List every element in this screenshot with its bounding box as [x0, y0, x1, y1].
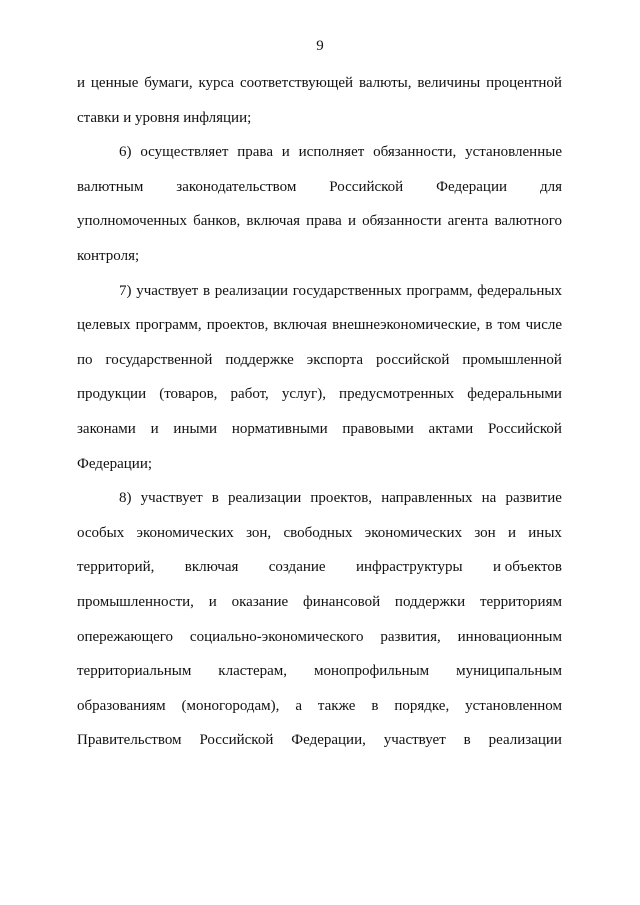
- text-word: на: [481, 490, 497, 507]
- text-line: [77, 204, 562, 239]
- text-word: валютного: [494, 213, 562, 230]
- text-word: государственных: [292, 282, 402, 299]
- text-word: и: [347, 213, 356, 230]
- text-word: в: [371, 697, 379, 714]
- text-line: [77, 689, 562, 724]
- text-line: [77, 343, 562, 378]
- text-word: образованиям: [77, 697, 166, 714]
- text-word: (моногородам),: [181, 697, 280, 714]
- page-number: 9: [316, 38, 324, 54]
- text-word: для: [539, 178, 562, 195]
- text-word: иных: [528, 524, 562, 541]
- text-word: соответствующей: [239, 75, 354, 91]
- text-word: права: [306, 213, 342, 230]
- text-word: контроля;: [77, 247, 140, 264]
- text-word: участвует: [136, 282, 199, 299]
- text-word: установленном: [465, 697, 562, 714]
- text-line: [77, 481, 562, 516]
- text-word: особых: [77, 524, 125, 541]
- text-word: программ,: [135, 317, 202, 334]
- text-word: и: [507, 524, 517, 541]
- text-word: услуг),: [281, 386, 326, 403]
- text-word: федеральных: [477, 282, 562, 299]
- text-word: территорий,: [77, 559, 155, 576]
- text-word: целевых: [77, 317, 131, 334]
- text-word: монопрофильным: [313, 663, 430, 680]
- text-word: 7): [119, 282, 132, 299]
- text-word: Российской: [329, 178, 404, 195]
- text-word: законодательством: [176, 178, 297, 195]
- text-word: ценные: [90, 75, 139, 91]
- text-word: валюты,: [358, 75, 412, 91]
- text-word: том: [497, 317, 521, 334]
- text-word: работ,: [230, 386, 269, 403]
- text-word: и объектов: [492, 559, 562, 576]
- text-word: опережающего: [77, 628, 174, 645]
- text-word: и: [281, 144, 290, 161]
- text-line: [77, 516, 562, 551]
- text-word: экспорта: [306, 351, 363, 368]
- text-word: банков,: [193, 213, 241, 230]
- text-word: по: [77, 351, 93, 368]
- text-line: [77, 135, 562, 170]
- text-word: оказание: [231, 593, 289, 610]
- text-line: [77, 585, 562, 620]
- text-word: ставки и уровня инфляции;: [77, 109, 252, 126]
- text-line: [77, 274, 562, 309]
- text-word: экономических: [364, 524, 463, 541]
- text-word: развития,: [380, 628, 441, 645]
- text-word: величины: [417, 75, 481, 91]
- text-word: развитие: [505, 490, 562, 507]
- text-word: Федерации;: [77, 455, 153, 472]
- text-word: инфраструктуры: [355, 559, 463, 576]
- text-word: включая: [246, 213, 300, 230]
- text-word: финансовой: [302, 593, 381, 610]
- text-word: осуществляет: [140, 144, 229, 161]
- text-word: создание: [268, 559, 326, 576]
- text-word: включая: [184, 559, 239, 576]
- text-word: порядке,: [394, 697, 450, 714]
- text-word: установленные: [465, 144, 562, 161]
- text-word: продукции: [77, 386, 147, 403]
- text-word: валютным: [77, 178, 144, 195]
- text-word: направленных: [381, 490, 473, 507]
- text-word: нормативными: [231, 420, 328, 437]
- text-word: Правительством: [77, 732, 182, 749]
- text-word: промышленности,: [77, 593, 194, 610]
- text-word: программ,: [406, 282, 473, 299]
- text-word: социально-экономического: [189, 628, 364, 645]
- text-word: Российской: [199, 732, 274, 749]
- text-word: обязанности,: [373, 144, 457, 161]
- text-word: иными: [173, 420, 218, 437]
- text-word: территориальным: [77, 663, 192, 680]
- text-word: реализации: [488, 732, 562, 749]
- text-word: федеральными: [467, 386, 562, 403]
- text-word: экономических: [136, 524, 234, 541]
- text-word: включая: [273, 317, 328, 334]
- text-word: промышленной: [462, 351, 562, 368]
- text-line: [77, 550, 562, 585]
- text-word: проектов,: [310, 490, 373, 507]
- text-word: Федерации: [436, 178, 508, 195]
- text-line: [77, 308, 562, 343]
- text-word: курса: [198, 75, 235, 91]
- text-word: в: [202, 282, 211, 299]
- text-word: предусмотренных: [339, 386, 455, 403]
- text-line: [77, 170, 562, 205]
- text-line: [77, 377, 562, 412]
- text-word: законами: [77, 420, 136, 437]
- text-word: обязанности: [362, 213, 442, 230]
- text-word: (товаров,: [159, 386, 218, 403]
- text-word: 6): [119, 144, 132, 161]
- text-line: [77, 447, 562, 482]
- text-word: Федерации,: [291, 732, 366, 749]
- text-word: инновационным: [457, 628, 562, 645]
- text-word: агента: [447, 213, 489, 230]
- text-word: в: [485, 317, 493, 334]
- document-body: [77, 66, 562, 758]
- text-word: проектов,: [206, 317, 269, 334]
- text-line: [77, 239, 562, 274]
- text-word: правовыми: [342, 420, 414, 437]
- text-word: участвует: [140, 490, 203, 507]
- text-word: права: [237, 144, 273, 161]
- text-word: территориям: [479, 593, 562, 610]
- text-line: [77, 654, 562, 689]
- text-word: муниципальным: [456, 663, 562, 680]
- text-word: реализации: [227, 490, 302, 507]
- text-word: и: [208, 593, 217, 610]
- text-word: актами: [428, 420, 474, 437]
- text-line: [77, 723, 562, 758]
- text-word: поддержки: [394, 593, 466, 610]
- text-word: кластерам,: [218, 663, 287, 680]
- text-word: уполномоченных: [77, 213, 187, 230]
- text-word: бумаги,: [144, 75, 193, 91]
- text-word: поддержке: [225, 351, 294, 368]
- text-word: российской: [375, 351, 450, 368]
- text-line: [77, 101, 562, 136]
- text-word: в: [463, 732, 471, 749]
- text-word: и: [77, 75, 86, 91]
- text-line: [77, 412, 562, 447]
- text-word: в: [211, 490, 219, 507]
- text-word: числе: [525, 317, 562, 334]
- text-word: внешнеэкономические,: [332, 317, 481, 334]
- text-word: государственной: [105, 351, 213, 368]
- text-word: участвует: [383, 732, 446, 749]
- text-line: [77, 620, 562, 655]
- text-word: процентной: [486, 75, 562, 91]
- text-word: и: [150, 420, 159, 437]
- text-word: а: [295, 697, 302, 714]
- text-word: 8): [119, 490, 132, 507]
- text-word: зон: [474, 524, 496, 541]
- text-word: свободных: [283, 524, 353, 541]
- text-word: реализации: [214, 282, 289, 299]
- text-word: зон,: [246, 524, 272, 541]
- text-word: исполняет: [298, 144, 365, 161]
- text-word: также: [317, 697, 356, 714]
- text-line: [77, 66, 562, 101]
- text-word: Российской: [487, 420, 562, 437]
